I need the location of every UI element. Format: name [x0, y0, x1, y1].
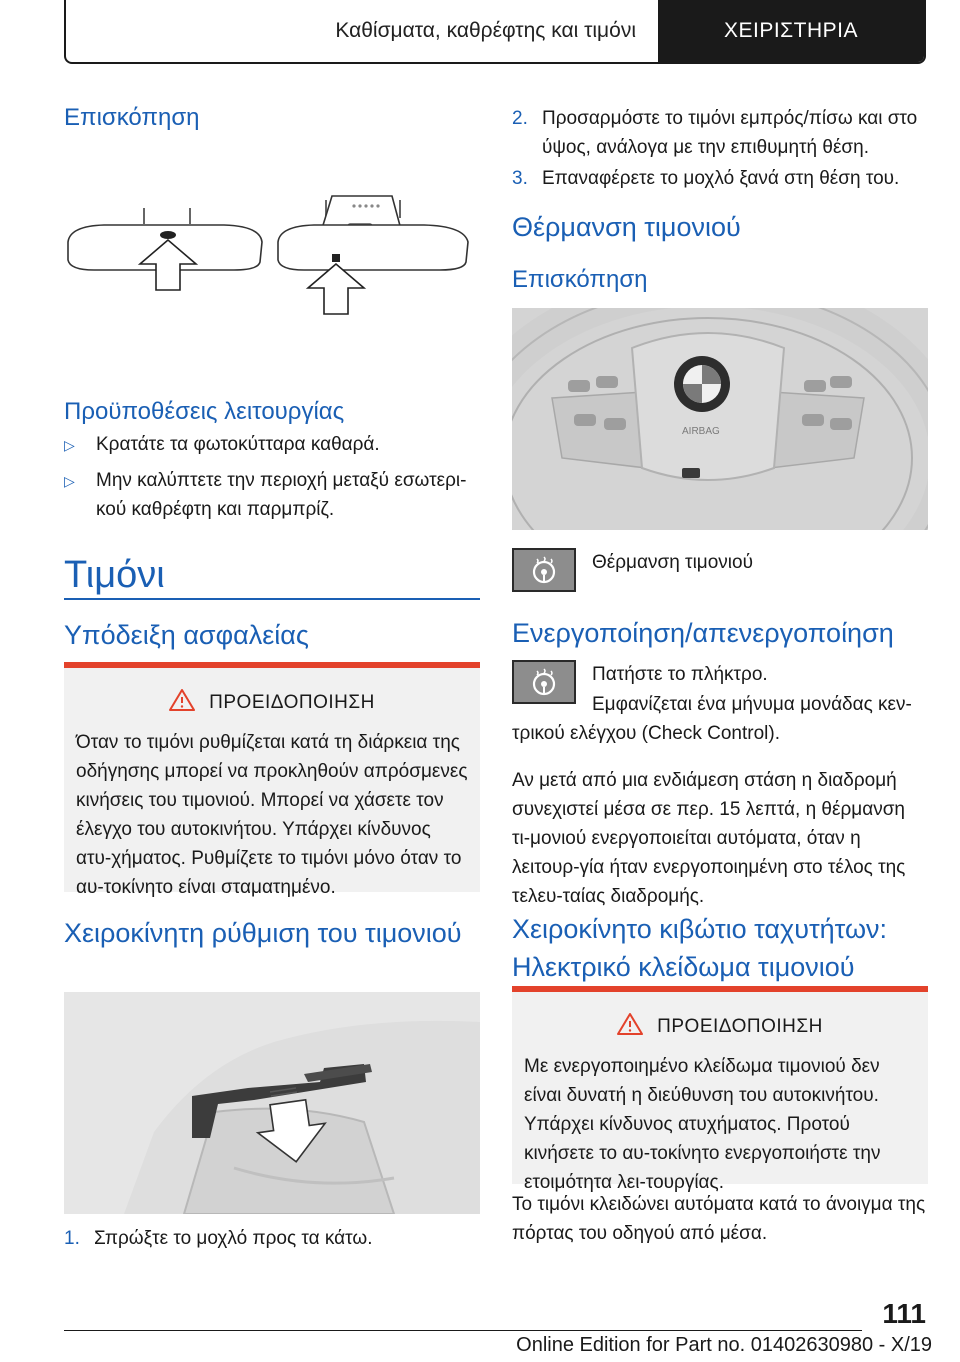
chapter-title: Καθίσματα, καθρέφτης και τιμόνι: [335, 19, 636, 42]
edition-text: Online Edition for Part no. 01402630980 - X/19: [516, 1334, 932, 1356]
warning-text: Με ενεργοποιημένο κλείδωμα τιμονιού δεν είναι δυνατή η διεύθυνση του αυτοκινήτου. Υπάρχει κίνδυνος ατυχήματος. Προτού κινήσετε το αυ-τοκίνητο ενεργοποιήστε την ετοιμότητα λει-τουργίας.: [524, 1056, 881, 1193]
section-tab: ΧΕΙΡΙΣΤΗΡΙΑ: [658, 0, 924, 62]
page-header: [64, 0, 926, 64]
warning-text: Όταν το τιμόνι ρυθμίζεται κατά τη διάρκεια της οδήγησης μπορεί να προκληθούν απρόσμενες κινήσεις του τιμονιού. Μπορεί να χάσετε τον έλεγχο του αυτοκινήτου. Υπάρχει κίνδυνος ατυ-χήματος. Ρυθμίζετε το τιμόνι μόνο όταν το αυ-τοκίνητο είναι σταματημένο.: [76, 732, 468, 898]
airbag-label: AIRBAG: [682, 426, 720, 437]
step-2: 2. Προσαρμόστε το τιμόνι εμπρός/πίσω και στο ύψος, ανάλογα με την επιθυμητή θέση.: [512, 108, 918, 158]
overview-heading: Επισκόπηση: [64, 104, 200, 131]
step-3: 3. Επαναφέρετε το μοχλό ξανά στη θέση του.: [512, 168, 900, 189]
check-control-text: Εμφανίζεται ένα μήνυμα μονάδας κεν-τρικού ελέγχου (Check Control).: [512, 694, 912, 744]
warning-box: [512, 986, 928, 1193]
list-item: ▷ Μην καλύπτετε την περιοχή μεταξύ εσωτερι-κού καθρέφτη και παρμπρίζ.: [64, 466, 480, 524]
warning-bar: [512, 986, 928, 992]
warning-icon: [617, 1012, 643, 1042]
press-instruction: Πατήστε το πλήκτρο.: [592, 664, 768, 685]
steering-wheel-illustration: [512, 308, 928, 530]
heading-rule: [64, 598, 480, 600]
steering-lock-text: Το τιμόνι κλειδώνει αυτόματα κατά το άνοιγμα της πόρτας του οδηγού από μέσα.: [512, 1194, 926, 1244]
warning-label: ΠΡΟΕΙΔΟΠΟΙΗΣΗ: [657, 1016, 823, 1037]
footer-rule: [64, 1330, 862, 1331]
steering-lever-illustration: [64, 992, 480, 1214]
triangle-bullet-icon: ▷: [64, 437, 75, 453]
auto-activation-text: Αν μετά από μια ενδιάμεση στάση η διαδρομή συνεχιστεί μέσα σε περ. 15 λεπτά, η θέρμανση τι-μονιού ενεργοποιείται αυτόματα, όταν η λειτουρ-γία ήταν ενεργοποιημένη στο τέλος της τελευ-ταίας διαδρομής.: [512, 770, 906, 907]
warning-box: [64, 662, 480, 898]
wheel-heading: Τιμόνι: [64, 554, 165, 596]
page-number: 111: [882, 1298, 926, 1329]
warning-header: [512, 1012, 928, 1042]
conditions-list: [64, 430, 480, 524]
heating-icon-caption: Θέρμανση τιμονιού: [592, 552, 753, 573]
warning-header: [64, 688, 480, 718]
warning-label: ΠΡΟΕΙΔΟΠΟΙΗΣΗ: [209, 692, 375, 713]
list-item: ▷ Κρατάτε τα φωτοκύτταρα καθαρά.: [64, 430, 480, 460]
triangle-bullet-icon: ▷: [64, 473, 75, 489]
activate-heading: Ενεργοποίηση/απενεργοποίηση: [512, 618, 894, 648]
steering-lock-heading: Χειροκίνητο κιβώτιο ταχυτήτων: Ηλεκτρικό κλείδωμα τιμονιού: [512, 914, 888, 982]
mirror-illustration: [64, 190, 480, 320]
heating-heading: Θέρμανση τιμονιού: [512, 212, 741, 242]
steering-wheel-heating-icon: [512, 548, 576, 592]
conditions-heading: Προϋποθέσεις λειτουργίας: [64, 398, 345, 425]
heating-overview-heading: Επισκόπηση: [512, 266, 648, 293]
heating-icon-row: [512, 548, 753, 592]
safety-heading: Υπόδειξη ασφαλείας: [64, 620, 309, 650]
warning-bar: [64, 662, 480, 668]
manual-adjust-heading: Χειροκίνητη ρύθμιση του τιμονιού: [64, 918, 462, 948]
step-1: 1. Σπρώξτε το μοχλό προς τα κάτω.: [64, 1228, 373, 1249]
warning-icon: [169, 688, 195, 718]
